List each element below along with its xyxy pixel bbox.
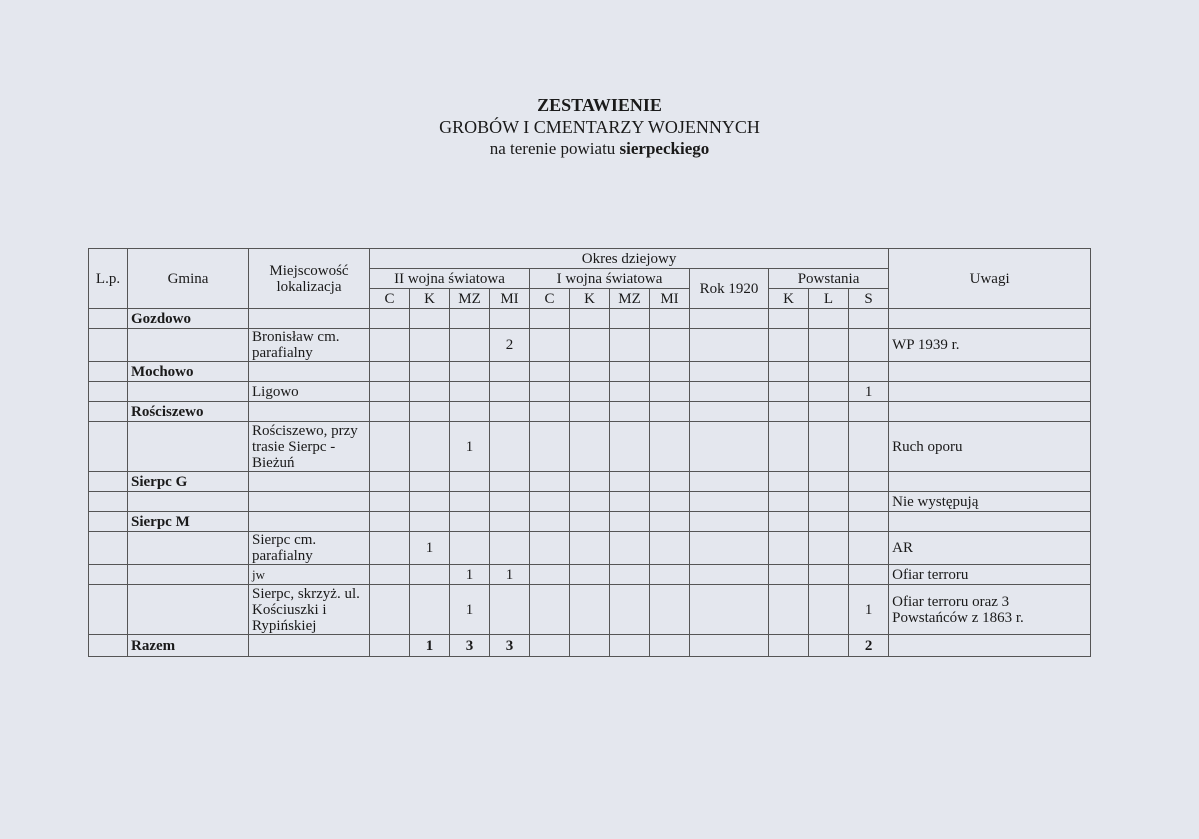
table-row — [89, 512, 1091, 532]
note-cell: AR — [889, 532, 1091, 565]
document-title — [0, 94, 1199, 160]
note-cell: Nie występują — [889, 492, 1091, 512]
header-rok1920: Rok 1920 — [690, 269, 769, 309]
table-row — [89, 492, 1091, 512]
header-ww1-c: C — [530, 289, 570, 309]
header-powstania: Powstania — [769, 269, 889, 289]
value-cell: 1 — [450, 565, 490, 585]
title-line-2: GROBÓW I CMENTARZY WOJENNYCH — [439, 117, 760, 137]
table-row — [89, 402, 1091, 422]
location-cell: Sierpc cm. parafialny — [249, 532, 370, 565]
total-value: 1 — [410, 635, 450, 657]
title-line-1: ZESTAWIENIE — [537, 95, 662, 115]
note-cell: WP 1939 r. — [889, 329, 1091, 362]
gmina-name: Gozdowo — [128, 309, 249, 329]
value-cell: 2 — [490, 329, 530, 362]
value-cell: 1 — [410, 532, 450, 565]
value-cell: 1 — [450, 422, 490, 472]
location-cell: Rościszewo, przy trasie Sierpc - Bieżuń — [249, 422, 370, 472]
value-cell: 1 — [849, 585, 889, 635]
title-line-3-bold: sierpeckiego — [619, 139, 710, 158]
table-row — [89, 329, 1091, 362]
header-uwagi: Uwagi — [889, 249, 1091, 309]
header-ww2-k: K — [410, 289, 450, 309]
header-ww1-k: K — [570, 289, 610, 309]
header-gmina: Gmina — [128, 249, 249, 309]
table-row — [89, 362, 1091, 382]
location-cell: Ligowo — [249, 382, 370, 402]
header-lp: L.p. — [89, 249, 128, 309]
header-ww2: II wojna światowa — [370, 269, 530, 289]
header-ww1-mi: MI — [650, 289, 690, 309]
total-value: 2 — [849, 635, 889, 657]
total-label: Razem — [128, 635, 249, 657]
gmina-name: Rościszewo — [128, 402, 249, 422]
header-ww2-c: C — [370, 289, 410, 309]
header-powstania-k: K — [769, 289, 809, 309]
table-row-total — [89, 635, 1091, 657]
header-ww1: I wojna światowa — [530, 269, 690, 289]
table-row — [89, 309, 1091, 329]
table-row — [89, 422, 1091, 472]
gmina-name: Mochowo — [128, 362, 249, 382]
value-cell: 1 — [849, 382, 889, 402]
note-cell: Ofiar terroru — [889, 565, 1091, 585]
header-powstania-l: L — [809, 289, 849, 309]
table-row — [89, 585, 1091, 635]
header-ww1-mz: MZ — [610, 289, 650, 309]
location-cell: Bronisław cm. parafialny — [249, 329, 370, 362]
header-ww2-mz: MZ — [450, 289, 490, 309]
total-value: 3 — [450, 635, 490, 657]
gmina-name: Sierpc G — [128, 472, 249, 492]
location-cell: jw — [249, 565, 370, 585]
title-line-3 — [0, 138, 1199, 160]
graves-table — [88, 248, 1091, 657]
table-row — [89, 565, 1091, 585]
location-cell: Sierpc, skrzyż. ul. Kościuszki i Rypińskiej — [249, 585, 370, 635]
header-miejscowosc: Miejscowość lokalizacja — [249, 249, 370, 309]
note-cell: Ofiar terroru oraz 3 Powstańców z 1863 r. — [889, 585, 1091, 635]
title-line-3-prefix: na terenie powiatu — [489, 139, 616, 158]
total-value: 3 — [490, 635, 530, 657]
table-row — [89, 532, 1091, 565]
table-row — [89, 382, 1091, 402]
value-cell: 1 — [490, 565, 530, 585]
header-okres-dziejowy: Okres dziejowy — [370, 249, 889, 269]
gmina-name: Sierpc M — [128, 512, 249, 532]
header-ww2-mi: MI — [490, 289, 530, 309]
table-row — [89, 472, 1091, 492]
value-cell: 1 — [450, 585, 490, 635]
header-powstania-s: S — [849, 289, 889, 309]
note-cell: Ruch oporu — [889, 422, 1091, 472]
